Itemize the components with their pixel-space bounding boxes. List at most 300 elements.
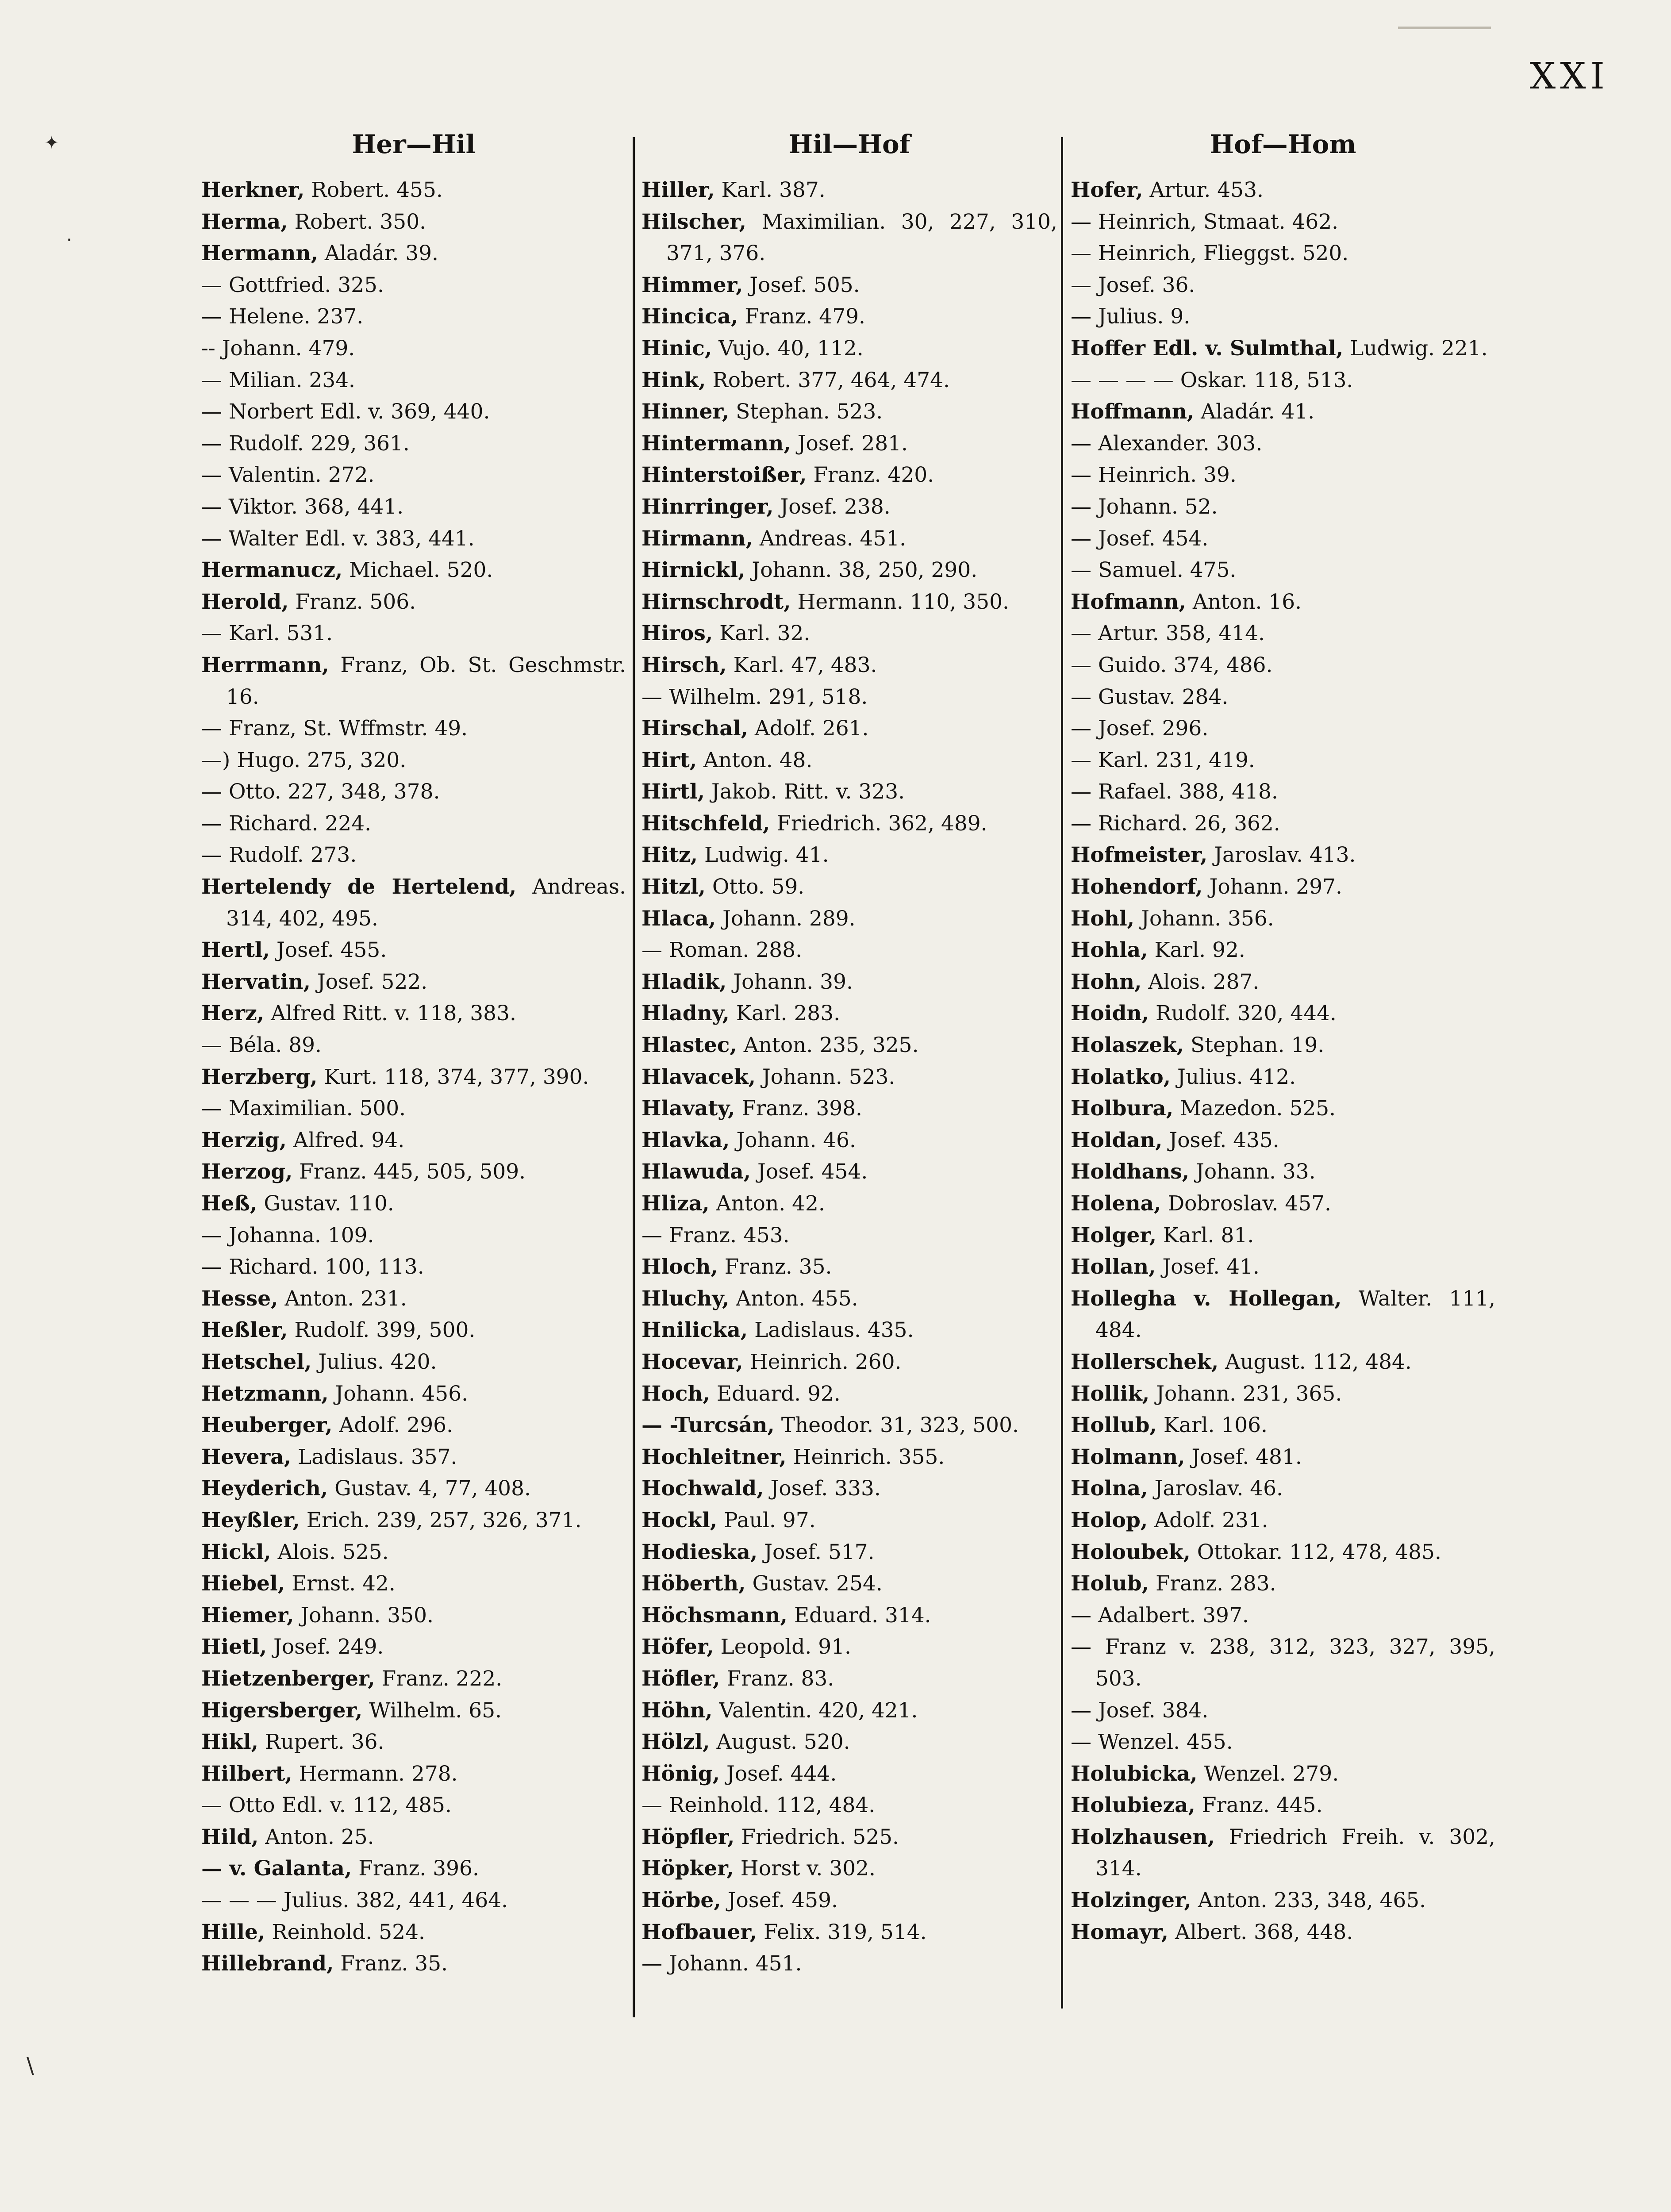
entry-details: — Franz, St. Wffmstr. 49. xyxy=(201,716,468,741)
entry-headword: Hertelendy de Hertelend, xyxy=(201,875,517,899)
entry-headword: Hermanucz, xyxy=(201,558,343,583)
index-entry xyxy=(642,1346,1057,1378)
entry-headword: Hlavaty, xyxy=(642,1096,735,1121)
index-entry xyxy=(201,776,626,808)
entry-headword: Holdan, xyxy=(1071,1128,1163,1152)
entry-details: Wilhelm. 65. xyxy=(362,1698,502,1723)
entry-details: Eduard. 314. xyxy=(787,1603,931,1628)
entry-details: Alois. 287. xyxy=(1141,969,1260,994)
index-entry xyxy=(1071,174,1495,206)
entry-details: — Richard. 224. xyxy=(201,811,372,836)
entry-details: Karl. 47, 483. xyxy=(726,653,877,677)
entry-details: Franz. 35. xyxy=(718,1255,832,1279)
column-heading: Her—Hil xyxy=(352,129,476,159)
entry-details: Heinrich. 260. xyxy=(743,1349,902,1374)
entry-details: Jaroslav. 413. xyxy=(1207,843,1356,868)
index-entry xyxy=(642,966,1057,998)
entry-headword: Hiros, xyxy=(642,621,713,646)
entry-details: Ernst. 42. xyxy=(285,1571,396,1596)
entry-headword: Hincica, xyxy=(642,304,738,329)
entry-headword: Herz, xyxy=(201,1001,265,1026)
entry-details: Jakob. Ritt. v. 323. xyxy=(704,780,905,804)
index-entry xyxy=(1071,1188,1495,1220)
index-entry xyxy=(1071,776,1495,808)
index-entry xyxy=(201,333,626,365)
index-entry xyxy=(201,1821,626,1853)
entry-details: Aladár. 41. xyxy=(1194,399,1315,424)
entry-details: Josef. 455. xyxy=(270,938,387,963)
entry-details: Johann. 456. xyxy=(328,1381,469,1406)
entry-details: -- Johann. 479. xyxy=(201,336,355,361)
entry-details: Anton. 235, 325. xyxy=(737,1033,919,1058)
entry-details: — Milian. 234. xyxy=(201,368,355,392)
entry-details: Johann. 297. xyxy=(1202,875,1342,899)
entry-headword: Hofbauer, xyxy=(642,1920,757,1944)
index-entry xyxy=(642,1409,1057,1441)
entry-details: — Heinrich, Flieggst. 520. xyxy=(1071,241,1349,266)
entry-details: — Gottfried. 325. xyxy=(201,273,384,297)
entry-headword: Herzig, xyxy=(201,1128,287,1152)
entry-details: Anton. 455. xyxy=(729,1286,858,1311)
entry-details: Karl. 92. xyxy=(1148,938,1245,963)
entry-details: — Reinhold. 112, 484. xyxy=(642,1793,876,1818)
entry-details: Franz. 83. xyxy=(720,1666,834,1691)
index-entry xyxy=(1071,871,1495,903)
entry-headword: Hönig, xyxy=(642,1761,720,1786)
entry-details: Franz. 283. xyxy=(1149,1571,1276,1596)
entry-details: Johann. 289. xyxy=(716,906,856,931)
entry-details: Gustav. 254. xyxy=(745,1571,883,1596)
index-entry xyxy=(1071,1916,1495,1948)
entry-details: Johann. 523. xyxy=(755,1064,895,1089)
entry-details: Felix. 319, 514. xyxy=(757,1920,927,1944)
entry-details: — Johann. 451. xyxy=(642,1951,802,1976)
entry-headword: Herrmann, xyxy=(201,653,329,677)
entry-details: — Walter Edl. v. 383, 441. xyxy=(201,526,475,551)
entry-headword: Hliza, xyxy=(642,1191,710,1216)
entry-headword: Hirschal, xyxy=(642,716,748,741)
entry-headword: Hoffer Edl. v. Sulmthal, xyxy=(1071,336,1344,361)
index-entry xyxy=(1071,681,1495,713)
entry-headword: Hoffmann, xyxy=(1071,399,1195,424)
index-entry xyxy=(201,301,626,333)
entry-headword: Hoidn, xyxy=(1071,1001,1149,1026)
entry-details: — Josef. 36. xyxy=(1071,273,1195,297)
index-entry xyxy=(1071,1821,1495,1885)
entry-details: Alfred Ritt. v. 118, 383. xyxy=(264,1001,516,1026)
entry-details: — Maximilian. 500. xyxy=(201,1096,406,1121)
entry-details: Reinhold. 524. xyxy=(265,1920,425,1944)
entry-headword: Hevera, xyxy=(201,1444,292,1469)
entry-headword: Hesse, xyxy=(201,1286,278,1311)
index-entry xyxy=(1071,1346,1495,1378)
entry-details: Ladislaus. 357. xyxy=(291,1444,457,1469)
index-entry xyxy=(1071,1378,1495,1410)
index-entry xyxy=(201,1283,626,1315)
index-entry xyxy=(201,1536,626,1568)
index-entry xyxy=(642,1568,1057,1600)
index-entry xyxy=(642,1758,1057,1790)
entry-details: — Josef. 454. xyxy=(1071,526,1209,551)
entry-headword: Hohl, xyxy=(1071,906,1135,931)
entry-details: — Norbert Edl. v. 369, 440. xyxy=(201,399,490,424)
index-entry xyxy=(1071,1695,1495,1727)
entry-details: Anton. 42. xyxy=(709,1191,825,1216)
index-entry xyxy=(201,523,626,555)
entry-headword: Hietl, xyxy=(201,1635,267,1659)
entry-headword: Heuberger, xyxy=(201,1413,333,1438)
entry-headword: Holdhans, xyxy=(1071,1160,1190,1184)
index-entry xyxy=(642,998,1057,1029)
entry-details: Johann. 38, 250, 290. xyxy=(745,558,978,583)
entry-details: Dobroslav. 457. xyxy=(1161,1191,1331,1216)
index-entry xyxy=(1071,1061,1495,1093)
index-entry xyxy=(201,1631,626,1663)
index-entry xyxy=(642,1473,1057,1505)
entry-details: Anton. 25. xyxy=(258,1824,374,1849)
index-entry xyxy=(1071,618,1495,649)
entry-details: — — — Julius. 382, 441, 464. xyxy=(201,1888,508,1913)
entry-details: — Roman. 288. xyxy=(642,938,803,963)
entry-details: Johann. 39. xyxy=(726,969,853,994)
entry-headword: Hitzl, xyxy=(642,875,706,899)
page-number: XXI xyxy=(1529,55,1609,97)
index-entry xyxy=(201,1473,626,1505)
index-entry xyxy=(201,1600,626,1632)
index-entry xyxy=(642,459,1057,491)
entry-details: — Rudolf. 273. xyxy=(201,843,357,868)
entry-list xyxy=(201,174,626,1980)
entry-details: Friedrich. 362, 489. xyxy=(770,811,987,836)
entry-headword: Hietzenberger, xyxy=(201,1666,375,1691)
entry-headword: Hnilicka, xyxy=(642,1318,748,1343)
entry-headword: Hitz, xyxy=(642,843,698,868)
index-entry xyxy=(201,1409,626,1441)
entry-headword: Hille, xyxy=(201,1920,265,1944)
entry-headword: Hinrringer, xyxy=(642,494,774,519)
entry-details: — Otto. 227, 348, 378. xyxy=(201,780,440,804)
entry-details: Wenzel. 279. xyxy=(1197,1761,1339,1786)
entry-details: — Karl. 231, 419. xyxy=(1071,748,1255,772)
entry-list xyxy=(642,174,1057,1980)
entry-details: Franz. 398. xyxy=(735,1096,862,1121)
index-entry xyxy=(1071,586,1495,618)
index-entry xyxy=(201,1188,626,1220)
entry-headword: Hiebel, xyxy=(201,1571,285,1596)
entry-headword: Holop, xyxy=(1071,1508,1148,1532)
entry-details: Josef. 505. xyxy=(743,273,860,297)
entry-details: Friedrich Freih. v. 302, 314. xyxy=(1095,1824,1495,1881)
entry-details: Karl. 32. xyxy=(713,621,811,646)
index-entry xyxy=(642,1536,1057,1568)
index-entry xyxy=(201,1378,626,1410)
index-entry xyxy=(1071,1505,1495,1536)
entry-headword: Hollub, xyxy=(1071,1413,1157,1438)
entry-details: Anton. 16. xyxy=(1186,589,1302,614)
index-entry xyxy=(1071,396,1495,428)
entry-headword: Hocevar, xyxy=(642,1349,743,1374)
entry-details: Franz. 506. xyxy=(288,589,416,614)
entry-details: Karl. 81. xyxy=(1156,1223,1254,1248)
index-entry xyxy=(201,459,626,491)
entry-headword: Holmann, xyxy=(1071,1444,1185,1469)
index-entry xyxy=(201,238,626,269)
entry-details: Josef. 444. xyxy=(720,1761,837,1786)
entry-headword: Hirsch, xyxy=(642,653,727,677)
index-entry xyxy=(201,1220,626,1252)
entry-details: Gustav. 4, 77, 408. xyxy=(328,1476,531,1501)
entry-headword: Hochwald, xyxy=(642,1476,764,1501)
entry-details: — Artur. 358, 414. xyxy=(1071,621,1265,646)
entry-headword: Hetschel, xyxy=(201,1349,312,1374)
entry-headword: Hollan, xyxy=(1071,1255,1156,1279)
entry-details: Anton. 48. xyxy=(697,748,813,772)
index-entry xyxy=(642,1125,1057,1156)
entry-headword: Hörbe, xyxy=(642,1888,721,1913)
entry-details: Walter. 111, 484. xyxy=(1095,1286,1495,1343)
index-entry xyxy=(642,523,1057,555)
entry-details: Franz. 35. xyxy=(334,1951,448,1976)
index-entry xyxy=(201,206,626,238)
index-entry xyxy=(642,206,1057,269)
index-entry xyxy=(642,1631,1057,1663)
index-entry xyxy=(642,1790,1057,1821)
entry-list xyxy=(1071,174,1495,1948)
entry-details: Valentin. 420, 421. xyxy=(712,1698,918,1723)
scan-edge-top xyxy=(1398,27,1491,29)
entry-details: Stephan. 523. xyxy=(729,399,883,424)
entry-headword: Heß, xyxy=(201,1191,257,1216)
entry-details: Erich. 239, 257, 326, 371. xyxy=(300,1508,582,1532)
entry-headword: Hochleitner, xyxy=(642,1444,787,1469)
entry-details: Josef. 522. xyxy=(310,969,428,994)
entry-details: — Franz. 453. xyxy=(642,1223,790,1248)
entry-headword: Hofmann, xyxy=(1071,589,1186,614)
entry-details: Robert. 350. xyxy=(288,209,426,234)
entry-headword: Holubieza, xyxy=(1071,1793,1195,1818)
entry-headword: Hirnickl, xyxy=(642,558,745,583)
index-entry xyxy=(642,1061,1057,1093)
entry-details: Anton. 233, 348, 465. xyxy=(1191,1888,1426,1913)
index-entry xyxy=(1071,713,1495,745)
index-entry xyxy=(201,269,626,301)
entry-details: Ottokar. 112, 478, 485. xyxy=(1190,1540,1441,1564)
entry-headword: Hintermann, xyxy=(642,431,791,456)
entry-details: Johann. 231, 365. xyxy=(1149,1381,1342,1406)
entry-details: — — — — Oskar. 118, 513. xyxy=(1071,368,1353,392)
entry-details: Mazedon. 525. xyxy=(1173,1096,1336,1121)
entry-details: — Karl. 531. xyxy=(201,621,333,646)
entry-headword: Herzberg, xyxy=(201,1064,318,1089)
index-entry xyxy=(642,839,1057,871)
entry-details: Andreas. 451. xyxy=(753,526,907,551)
index-entry xyxy=(642,1156,1057,1188)
index-entry xyxy=(642,681,1057,713)
entry-details: Ludwig. 221. xyxy=(1343,336,1488,361)
entry-headword: Holna, xyxy=(1071,1476,1148,1501)
entry-details: Adolf. 231. xyxy=(1148,1508,1268,1532)
entry-details: Franz. 479. xyxy=(738,304,865,329)
index-entry xyxy=(642,1314,1057,1346)
entry-headword: Hikl, xyxy=(201,1730,259,1755)
entry-headword: Hickl, xyxy=(201,1540,271,1564)
column-divider xyxy=(633,137,635,2017)
index-entry xyxy=(201,1093,626,1125)
entry-headword: Higersberger, xyxy=(201,1698,363,1723)
entry-headword: Hofmeister, xyxy=(1071,843,1208,868)
entry-headword: Herold, xyxy=(201,589,289,614)
index-entry xyxy=(201,1726,626,1758)
entry-details: Rupert. 36. xyxy=(258,1730,384,1755)
index-entry xyxy=(201,586,626,618)
entry-details: Leopold. 91. xyxy=(714,1635,851,1659)
entry-headword: — -Turcsán, xyxy=(642,1413,775,1438)
entry-headword: Herma, xyxy=(201,209,288,234)
entry-details: Franz, Ob. St. Geschmstr. 16. xyxy=(226,653,626,709)
index-entry xyxy=(642,1948,1057,1980)
entry-details: — Josef. 296. xyxy=(1071,716,1209,741)
index-entry xyxy=(642,618,1057,649)
entry-headword: Hofer, xyxy=(1071,178,1143,202)
index-entry xyxy=(1071,1441,1495,1473)
entry-details: Josef. 238. xyxy=(773,494,891,519)
index-column xyxy=(642,128,1057,1980)
entry-headword: Holzhausen, xyxy=(1071,1824,1215,1849)
entry-headword: Holubicka, xyxy=(1071,1761,1198,1786)
entry-headword: Hollik, xyxy=(1071,1381,1150,1406)
entry-details: August. 520. xyxy=(710,1730,850,1755)
index-entry xyxy=(201,713,626,745)
entry-details: — Richard. 100, 113. xyxy=(201,1255,424,1279)
index-entry xyxy=(642,1663,1057,1695)
index-entry xyxy=(201,871,626,934)
entry-details: — Johann. 52. xyxy=(1071,494,1218,519)
index-entry xyxy=(201,1853,626,1885)
entry-details: Theodor. 31, 323, 500. xyxy=(774,1413,1019,1438)
entry-headword: Hetzmann, xyxy=(201,1381,329,1406)
entry-headword: Hilscher, xyxy=(642,209,746,234)
index-entry xyxy=(1071,839,1495,871)
entry-details: Vujo. 40, 112. xyxy=(712,336,864,361)
entry-headword: Hollerschek, xyxy=(1071,1349,1219,1374)
entry-details: Anton. 231. xyxy=(278,1286,407,1311)
entry-headword: Hladik, xyxy=(642,969,727,994)
index-entry xyxy=(1071,1283,1495,1346)
entry-headword: Höpker, xyxy=(642,1856,734,1881)
entry-headword: Hermann, xyxy=(201,241,318,266)
entry-headword: Hitschfeld, xyxy=(642,811,770,836)
entry-details: — Rudolf. 229, 361. xyxy=(201,431,410,456)
entry-details: Stephan. 19. xyxy=(1184,1033,1325,1058)
entry-details: Karl. 283. xyxy=(729,1001,841,1026)
entry-details: Ladislaus. 435. xyxy=(748,1318,914,1343)
index-entry xyxy=(642,428,1057,460)
index-entry xyxy=(642,1600,1057,1632)
index-entry xyxy=(1071,365,1495,396)
index-entry xyxy=(642,365,1057,396)
entry-headword: Hlavacek, xyxy=(642,1064,756,1089)
index-entry xyxy=(201,428,626,460)
entry-details: Kurt. 118, 374, 377, 390. xyxy=(317,1064,589,1089)
index-entry xyxy=(201,618,626,649)
entry-headword: Hlastec, xyxy=(642,1033,737,1058)
entry-details: — Helene. 237. xyxy=(201,304,364,329)
column-heading: Hof—Hom xyxy=(1210,129,1356,159)
index-entry xyxy=(642,1853,1057,1885)
entry-headword: Hirtl, xyxy=(642,780,705,804)
column-heading: Hil—Hof xyxy=(788,129,910,159)
entry-headword: Höhn, xyxy=(642,1698,713,1723)
index-entry xyxy=(1071,934,1495,966)
entry-details: Josef. 481. xyxy=(1185,1444,1302,1469)
entry-details: Artur. 453. xyxy=(1143,178,1264,202)
entry-details: — Richard. 26, 362. xyxy=(1071,811,1280,836)
index-entry xyxy=(1071,649,1495,681)
index-entry xyxy=(201,365,626,396)
index-entry xyxy=(1071,1093,1495,1125)
index-entry xyxy=(642,808,1057,840)
entry-details: Karl. 106. xyxy=(1156,1413,1268,1438)
index-entry xyxy=(201,1568,626,1600)
index-entry xyxy=(642,1821,1057,1853)
index-entry xyxy=(201,1251,626,1283)
entry-details: Hermann. 278. xyxy=(292,1761,458,1786)
index-entry xyxy=(1071,269,1495,301)
entry-details: Rudolf. 320, 444. xyxy=(1149,1001,1337,1026)
entry-details: Gustav. 110. xyxy=(257,1191,394,1216)
entry-headword: Hohla, xyxy=(1071,938,1148,963)
entry-details: Josef. 454. xyxy=(751,1160,868,1184)
index-entry xyxy=(201,1314,626,1346)
entry-headword: Heßler, xyxy=(201,1318,288,1343)
entry-headword: Herzog, xyxy=(201,1160,293,1184)
entry-details: Rudolf. 399, 500. xyxy=(288,1318,476,1343)
index-entry xyxy=(1071,1220,1495,1252)
index-entry xyxy=(1071,554,1495,586)
index-entry xyxy=(1071,1758,1495,1790)
entry-details: Friedrich. 525. xyxy=(734,1824,899,1849)
entry-headword: Himmer, xyxy=(642,273,743,297)
entry-details: Maximilian. 30, 227, 310, 371, 376. xyxy=(666,209,1057,266)
entry-headword: Hiemer, xyxy=(201,1603,294,1628)
entry-headword: Holbura, xyxy=(1071,1096,1174,1121)
entry-details: Josef. 41. xyxy=(1156,1255,1260,1279)
index-entry xyxy=(201,1061,626,1093)
entry-headword: Hohn, xyxy=(1071,969,1142,994)
index-entry xyxy=(1071,333,1495,365)
entry-headword: Herkner, xyxy=(201,178,305,202)
entry-details: Alois. 525. xyxy=(271,1540,389,1564)
entry-headword: Hertl, xyxy=(201,938,270,963)
entry-details: — Franz v. 238, 312, 323, 327, 395, 503. xyxy=(1071,1635,1495,1691)
entry-details: Heinrich. 355. xyxy=(786,1444,945,1469)
index-entry xyxy=(1071,1885,1495,1916)
index-entry xyxy=(201,934,626,966)
index-entry xyxy=(201,396,626,428)
index-entry xyxy=(1071,1568,1495,1600)
index-entry xyxy=(1071,206,1495,238)
entry-headword: Höfler, xyxy=(642,1666,720,1691)
entry-headword: Homayr, xyxy=(1071,1920,1168,1944)
entry-headword: Hloch, xyxy=(642,1255,718,1279)
index-entry xyxy=(642,586,1057,618)
index-entry xyxy=(642,269,1057,301)
index-entry xyxy=(642,1916,1057,1948)
entry-details: Franz. 420. xyxy=(807,463,934,488)
entry-details: Johann. 46. xyxy=(730,1128,856,1152)
index-entry xyxy=(201,491,626,523)
entry-details: Jaroslav. 46. xyxy=(1148,1476,1283,1501)
